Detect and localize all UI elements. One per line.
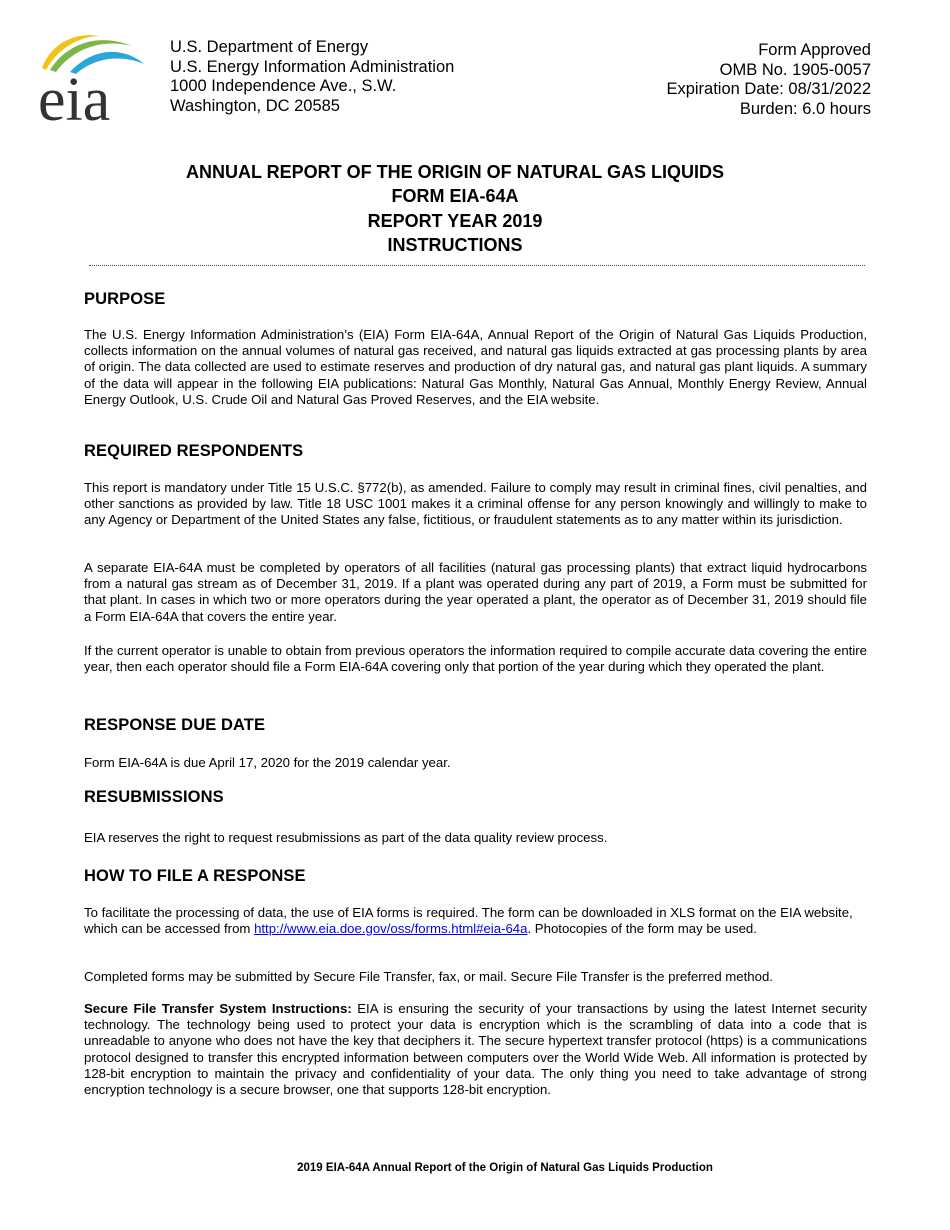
resubmissions-text: EIA reserves the right to request resubmissions as part of the data quality review process. [84,830,608,845]
forms-download-link[interactable]: http://www.eia.doe.gov/oss/forms.html#eia-64a [254,921,528,937]
agency-city: Washington, DC 20585 [170,97,340,116]
omb-number: OMB No. 1905-0057 [719,60,871,79]
required-respondents-heading: REQUIRED RESPONDENTS [84,442,304,460]
title-line-instructions: INSTRUCTIONS [387,234,523,255]
required-respondents-para-3: If the current operator is unable to obtain from previous operators the information required to compile accurate data covering the entire year, then each operator should file a Form EIA-64A covering only that portion of the year during which they operated the plant. [84,643,867,675]
how-to-file-text-after-link: . Photocopies of the form may be used. [527,921,757,937]
purpose-text: The U.S. Energy Information Administration’s (EIA) Form EIA-64A, Annual Report of the Origin of Natural Gas Liquids Production, collects information on the annual volumes of natural gas received, and natural gas liquids extracted at gas processing plants by area of origin. The data collected are used to estimate reserves and production of dry natural gas, and natural gas plant liquids. A summary of the data will appear in the following EIA publications: Natural Gas Monthly, Natural Gas Annual, Monthly Energy Review, Annual Energy Outlook, U.S. Crude Oil and Natural Gas Proved Reserves, and the EIA website. [84,327,867,407]
secure-file-transfer-para [84,1001,867,1098]
required-respondents-para-1: This report is mandatory under Title 15 U.S.C. §772(b), as amended. Failure to comply may result in criminal fines, civil penalties, and other sanctions as provided by law. Title 18 USC 1001 makes it a criminal offense for any person knowingly and willingly to make to any Agency or Department of the United States any false, fictitious, or fraudulent statements as to any matter within its jurisdiction. [84,480,867,528]
title-line-report: ANNUAL REPORT OF THE ORIGIN OF NATURAL GAS LIQUIDS [185,162,724,182]
logo-text: eia [38,66,111,128]
burden-hours: Burden: 6.0 hours [739,100,871,119]
purpose-heading: PURPOSE [84,290,166,308]
agency-street: 1000 Independence Ave., S.W. [170,77,397,96]
document-title [0,160,910,257]
expiration-date: Expiration Date: 08/31/2022 [666,80,871,99]
required-respondents-para-2: A separate EIA-64A must be completed by operators of all facilities (natural gas processing plants) that extract liquid hydrocarbons from a natural gas stream as of December 31, 2019. If a plant was operated during any part of 2019, a Form must be submitted for that plant. In cases in which two or more operators during the year operated a plant, the operator as of December 31, 2019 should file a Form EIA-64A that covers the entire year. [84,560,867,624]
secure-file-transfer-text: EIA is ensuring the security of your transactions by using the latest Internet security technology. The technology being used to protect your data is encryption which is the scrambling of data into a code that is unreadable to anyone who does not have the key that deciphers it. The secure hypertext transfer protocol (https) is a communications protocol designed to transfer this encrypted information between computers over the World Wide Web. All information is protected by 128-bit encryption to maintain the privacy and confidentiality of your data. The only thing you need to take advantage of strong encryption technology is a secure browser, one that supports 128-bit encryption. [84,1001,867,1098]
form-approved: Form Approved [758,41,871,59]
title-line-year: REPORT YEAR 2019 [367,210,543,231]
title-line-form: FORM EIA-64A [391,186,519,207]
eia-logo [36,28,148,128]
how-to-file-para-1 [84,905,867,937]
agency-department: U.S. Department of Energy [170,38,369,56]
resubmissions-heading: RESUBMISSIONS [84,788,224,806]
form-metadata [666,41,871,120]
how-to-file-heading: HOW TO FILE A RESPONSE [84,867,306,885]
secure-file-transfer-label: Secure File Transfer System Instructions: [84,1001,352,1016]
page-footer: 2019 EIA-64A Annual Report of the Origin of Natural Gas Liquids Production [297,1162,713,1174]
how-to-file-text-before-link: To facilitate the processing of data, the use of EIA forms is required. The form can be downloaded in XLS format on the EIA website, which can be accessed from [84,905,853,937]
title-divider [89,265,865,266]
due-date-heading: RESPONSE DUE DATE [84,716,266,734]
agency-address [170,38,454,117]
agency-administration: U.S. Energy Information Administration [170,57,455,76]
due-date-text: Form EIA-64A is due April 17, 2020 for the 2019 calendar year. [84,755,451,770]
how-to-file-para-2: Completed forms may be submitted by Secure File Transfer, fax, or mail. Secure File Transfer is the preferred method. [84,969,773,984]
